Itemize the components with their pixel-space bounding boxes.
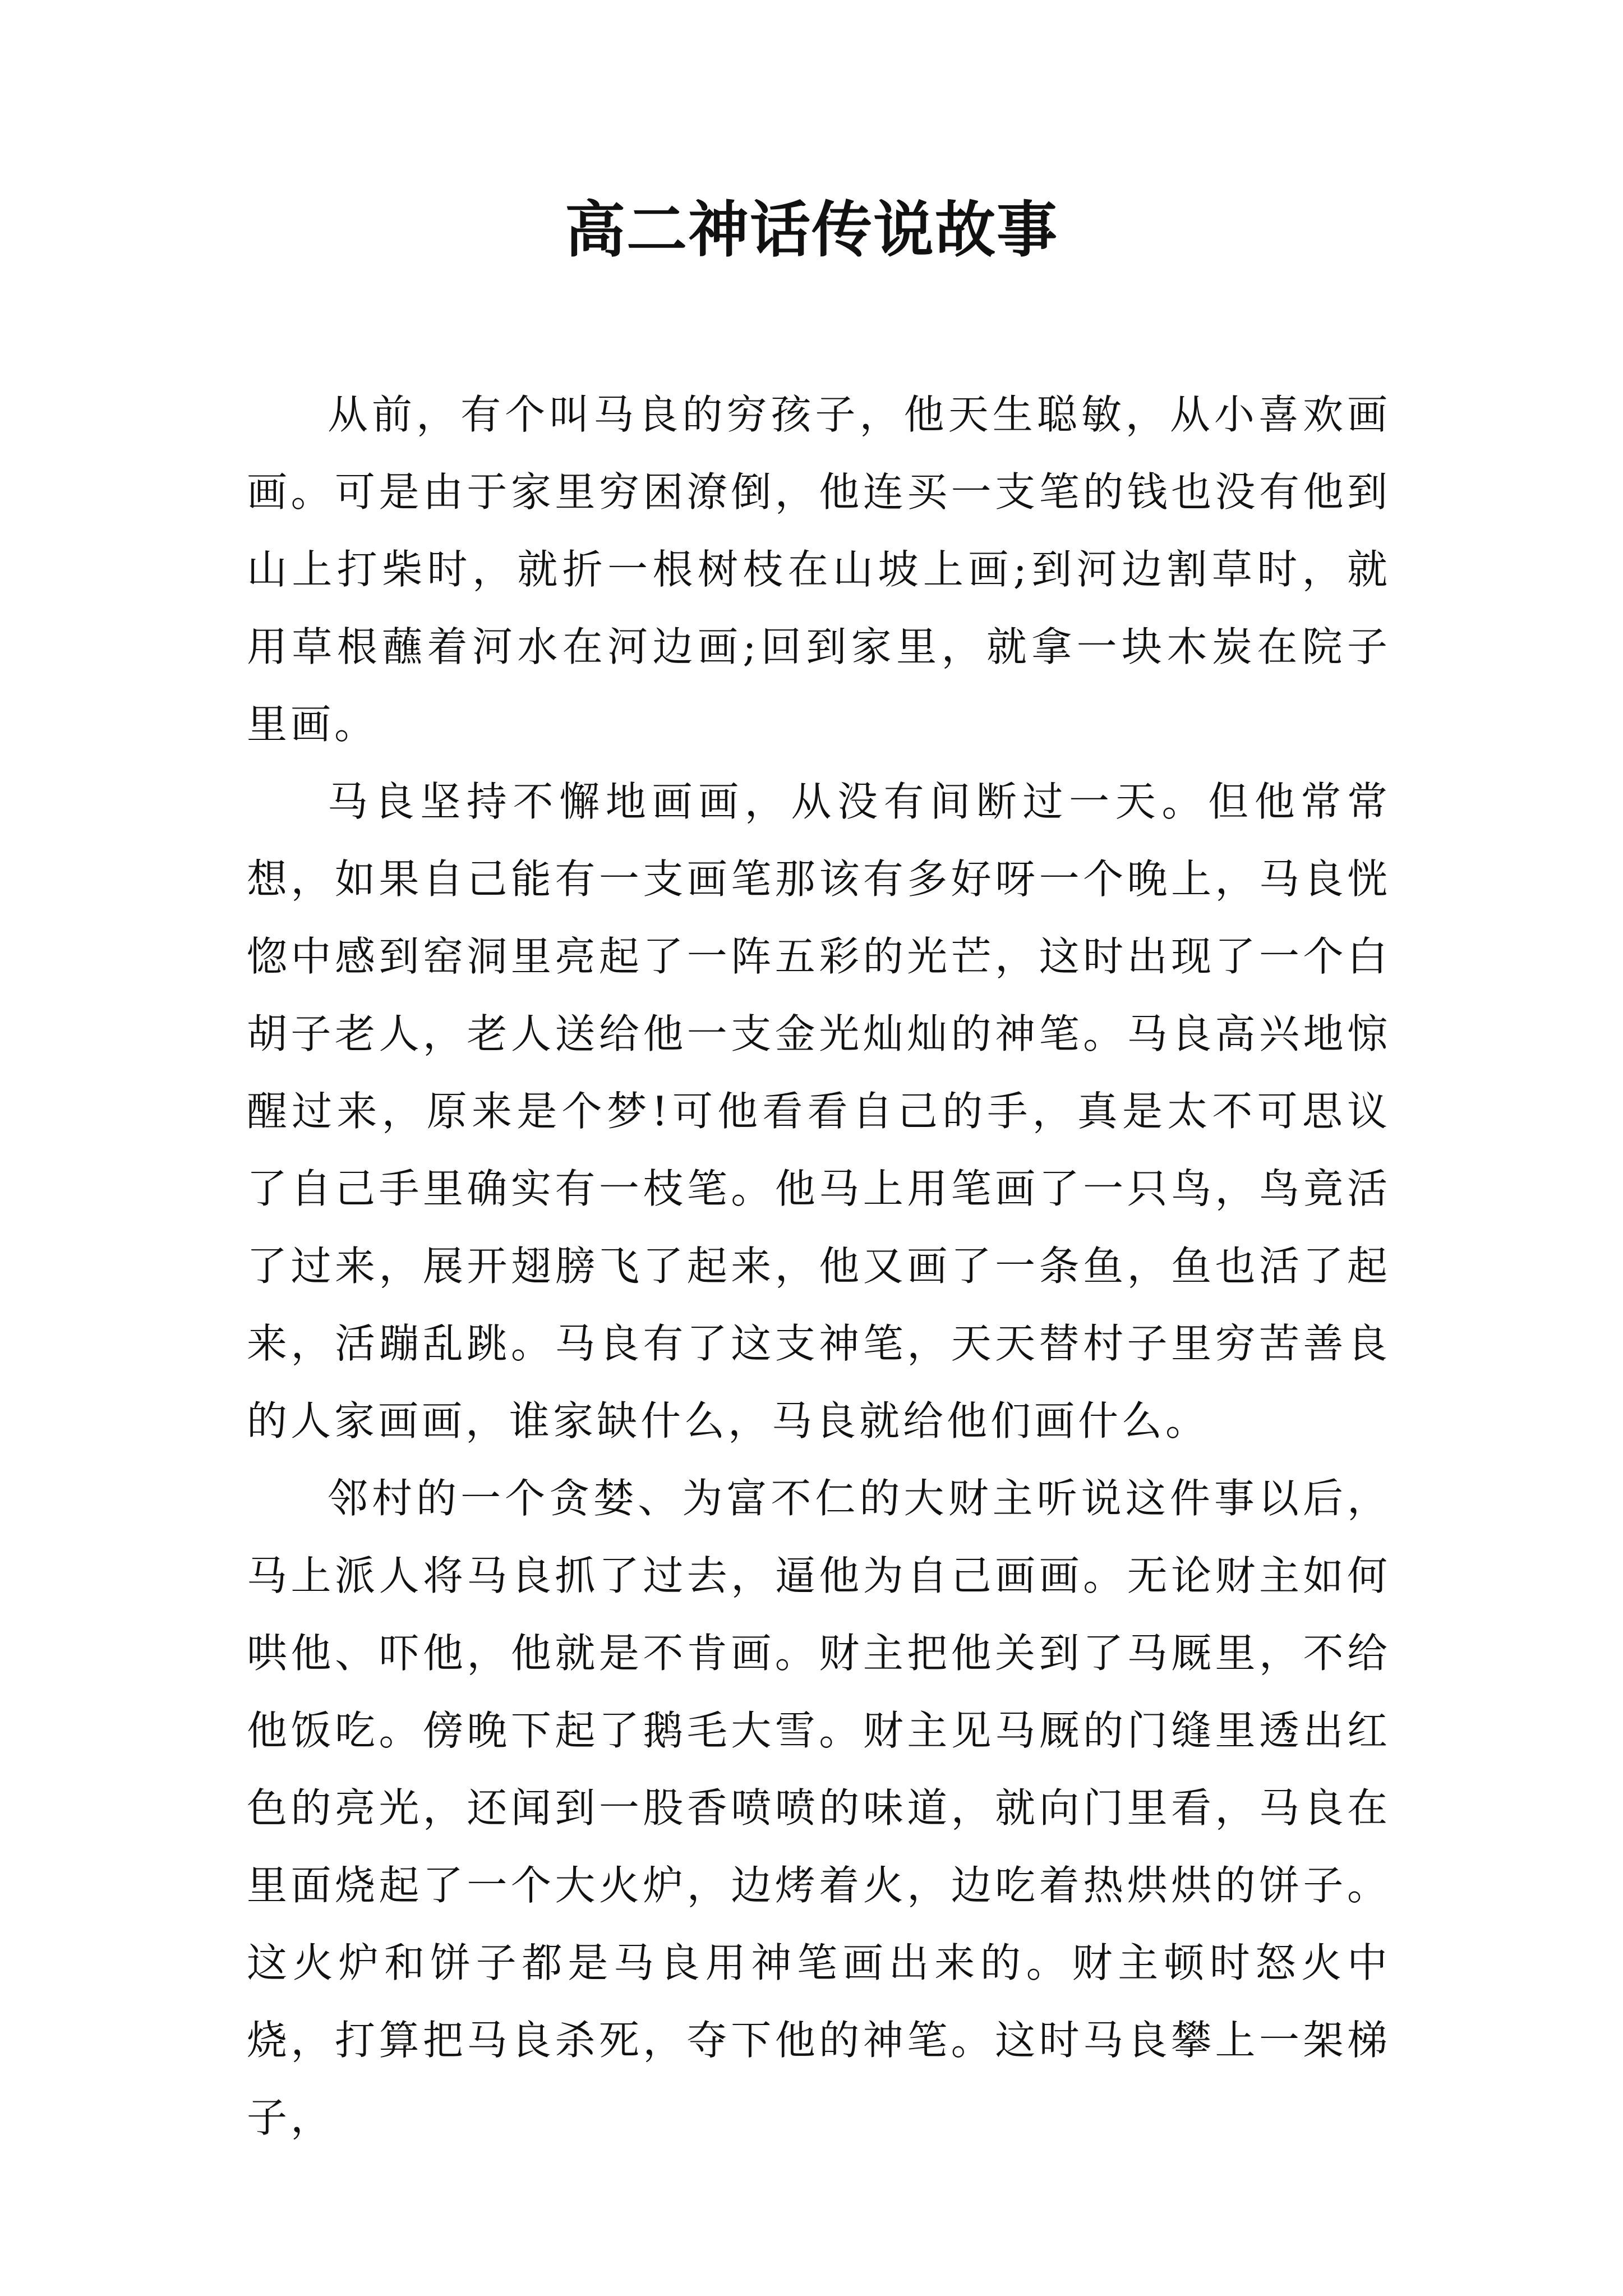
paragraph-2: 马良坚持不懈地画画，从没有间断过一天。但他常常想，如果自己能有一支画笔那该有多好呀一个晚上，马良恍惚中感到窑洞里亮起了一阵五彩的光芒，这时出现了一个白胡子老人，老人送给他一支金光灿灿的神笔。马良高兴地惊醒过来，原来是个梦!可他看看自己的手，真是太不可思议了自己手里确实有一枝笔。他马上用笔画了一只鸟，鸟竟活了过来，展开翅膀飞了起来，他又画了一条鱼，鱼也活了起来，活蹦乱跳。马良有了这支神笔，天天替村子里穷苦善良的人家画画，谁家缺什么，马良就给他们画什么。 (247, 778, 1391, 1444)
paragraph-3: 邻村的一个贪婪、为富不仁的大财主听说这件事以后，马上派人将马良抓了过去，逼他为自己画画。无论财主如何哄他、吓他，他就是不肯画。财主把他关到了马厩里，不给他饭吃。傍晚下起了鹅毛大雪。财主见马厩的门缝里透出红色的亮光，还闻到一股香喷喷的味道，就向门里看，马良在里面烧起了一个大火炉，边烤着火，边吃着热烘烘的饼子。这火炉和饼子都是马良用神笔画出来的。财主顿时怒火中烧，打算把马良杀死，夺下他的神笔。这时马良攀上一架梯子， (247, 1475, 1391, 2141)
paragraph-1: 从前，有个叫马良的穷孩子，他天生聪敏，从小喜欢画画。可是由于家里穷困潦倒，他连买一支笔的钱也没有他到山上打柴时，就折一根树枝在山坡上画;到河边割草时，就用草根蘸着河水在河边画;回到家里，就拿一块木炭在院子里画。 (247, 391, 1391, 748)
document-body (247, 376, 1391, 2156)
document-title: 高二神话传说故事 (564, 195, 1058, 265)
